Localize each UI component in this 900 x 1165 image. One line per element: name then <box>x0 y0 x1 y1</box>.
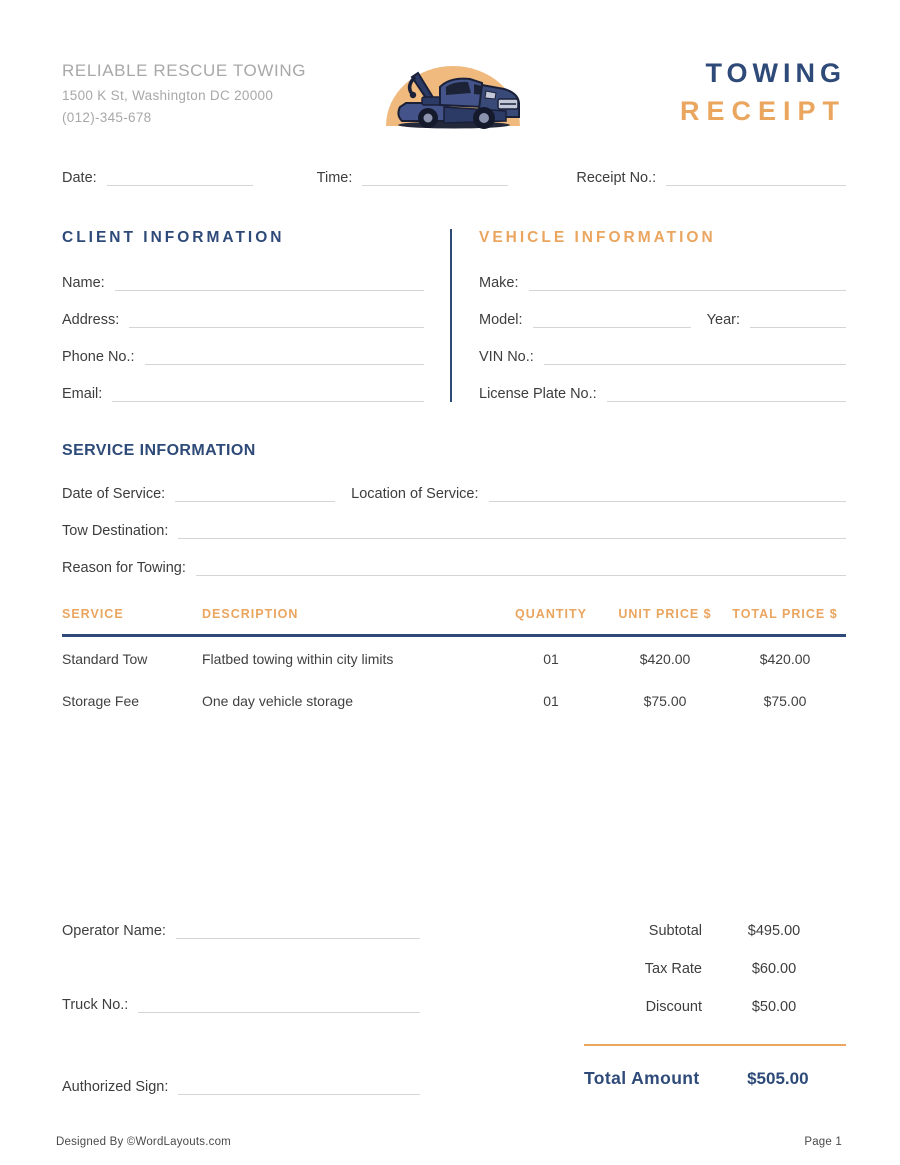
vehicle-plate-line[interactable] <box>607 387 846 402</box>
tax-rate-value: $60.00 <box>751 961 797 977</box>
row-description: Flatbed towing within city limits <box>202 651 394 667</box>
client-name-line[interactable] <box>115 276 424 291</box>
title-receipt: RECEIPT <box>679 96 846 126</box>
discount-row <box>584 999 846 1015</box>
truck-no-field <box>62 997 420 1013</box>
vehicle-vin-line[interactable] <box>544 350 846 365</box>
vehicle-make-label: Make: <box>479 275 519 291</box>
receipt-no-field-line[interactable] <box>666 171 846 186</box>
service-information-heading: SERVICE INFORMATION <box>62 442 256 459</box>
reason-for-towing-label: Reason for Towing: <box>62 560 186 576</box>
reason-for-towing-line[interactable] <box>196 561 846 576</box>
row-total-price: $420.00 <box>759 651 811 667</box>
date-field <box>62 170 253 186</box>
time-field <box>317 170 509 186</box>
services-table-header <box>62 607 846 637</box>
totals-column <box>584 923 846 1089</box>
vehicle-model-line[interactable] <box>533 313 691 328</box>
vehicle-information <box>450 229 846 402</box>
operator-name-field <box>62 923 420 939</box>
footer-credit: Designed By ©WordLayouts.com <box>56 1136 231 1148</box>
date-field-line[interactable] <box>107 171 253 186</box>
vehicle-model-year-field <box>479 312 846 328</box>
subtotal-label: Subtotal <box>648 923 702 939</box>
tow-destination-field <box>62 523 846 539</box>
vehicle-year-line[interactable] <box>750 313 846 328</box>
col-header-description: DESCRIPTION <box>202 607 299 621</box>
client-email-label: Email: <box>62 386 103 402</box>
title-towing: TOWING <box>705 58 846 88</box>
row-service: Standard Tow <box>62 651 148 667</box>
date-of-service-label: Date of Service: <box>62 486 166 502</box>
authorized-sign-field <box>62 1079 420 1095</box>
vehicle-make-field <box>479 275 846 291</box>
client-name-field <box>62 275 424 291</box>
truck-no-label: Truck No.: <box>62 997 129 1013</box>
client-vehicle-section <box>62 229 846 402</box>
date-of-service-line[interactable] <box>175 487 335 502</box>
document-title <box>680 55 846 127</box>
tax-rate-row <box>584 961 846 977</box>
operator-name-label: Operator Name: <box>62 923 166 939</box>
receipt-no-label: Receipt No.: <box>576 170 657 186</box>
tow-truck-logo-icon <box>378 55 528 133</box>
client-information <box>62 229 450 402</box>
subtotal-value: $495.00 <box>747 923 801 939</box>
operator-name-line[interactable] <box>176 924 420 939</box>
col-header-unit-price: UNIT PRICE $ <box>618 607 712 621</box>
vehicle-model-label: Model: <box>479 312 523 328</box>
time-field-line[interactable] <box>362 171 508 186</box>
company-name: RELIABLE RESCUE TOWING <box>62 61 307 80</box>
authorized-sign-line[interactable] <box>178 1080 420 1095</box>
bottom-section <box>62 923 846 1095</box>
vehicle-make-line[interactable] <box>529 276 847 291</box>
row-total-price: $75.00 <box>763 693 807 709</box>
table-row <box>62 637 846 679</box>
location-of-service-label: Location of Service: <box>351 486 479 502</box>
client-address-line[interactable] <box>129 313 424 328</box>
row-unit-price: $75.00 <box>643 693 687 709</box>
client-phone-label: Phone No.: <box>62 349 135 365</box>
date-label: Date: <box>62 170 97 186</box>
total-amount-label: Total Amount <box>584 1068 700 1088</box>
truck-no-line[interactable] <box>138 998 420 1013</box>
company-address: 1500 K St, Washington DC 20000 <box>62 88 274 103</box>
client-email-line[interactable] <box>112 387 424 402</box>
client-phone-field <box>62 349 424 365</box>
tow-destination-line[interactable] <box>178 524 846 539</box>
row-quantity: 01 <box>543 651 559 667</box>
vehicle-plate-field <box>479 386 846 402</box>
footer <box>56 1136 842 1148</box>
row-unit-price: $420.00 <box>639 651 691 667</box>
reason-for-towing-field <box>62 560 846 576</box>
page-number: Page 1 <box>804 1136 842 1148</box>
total-amount-row <box>584 1068 846 1089</box>
client-name-label: Name: <box>62 275 105 291</box>
vehicle-vin-field <box>479 349 846 365</box>
tow-destination-label: Tow Destination: <box>62 523 169 539</box>
client-phone-line[interactable] <box>145 350 424 365</box>
table-row <box>62 679 846 721</box>
client-information-heading: CLIENT INFORMATION <box>62 229 285 246</box>
client-email-field <box>62 386 424 402</box>
subtotal-row <box>584 923 846 939</box>
client-address-label: Address: <box>62 312 120 328</box>
client-address-field <box>62 312 424 328</box>
receipt-no-field <box>576 170 846 186</box>
discount-label: Discount <box>645 999 702 1015</box>
vehicle-year-label: Year: <box>706 312 740 328</box>
col-header-service: SERVICE <box>62 607 124 621</box>
header <box>62 55 846 133</box>
row-quantity: 01 <box>543 693 559 709</box>
row-description: One day vehicle storage <box>202 693 353 709</box>
discount-value: $50.00 <box>751 999 797 1015</box>
vehicle-plate-label: License Plate No.: <box>479 386 597 402</box>
col-header-quantity: QUANTITY <box>515 607 587 621</box>
company-phone: (012)-345-678 <box>62 110 152 125</box>
col-header-total-price: TOTAL PRICE $ <box>732 607 838 621</box>
signing-column <box>62 923 420 1095</box>
row-service: Storage Fee <box>62 693 140 709</box>
company-info <box>62 55 306 125</box>
tax-rate-label: Tax Rate <box>644 961 702 977</box>
authorized-sign-label: Authorized Sign: <box>62 1079 169 1095</box>
totals-divider <box>584 1044 846 1046</box>
total-amount-value: $505.00 <box>747 1069 809 1088</box>
vehicle-information-heading: VEHICLE INFORMATION <box>479 229 716 246</box>
service-date-location-field <box>62 486 846 502</box>
vehicle-vin-label: VIN No.: <box>479 349 534 365</box>
time-label: Time: <box>316 170 353 186</box>
meta-row <box>62 170 846 186</box>
location-of-service-line[interactable] <box>489 487 846 502</box>
service-information <box>62 442 846 576</box>
services-table <box>62 607 846 721</box>
